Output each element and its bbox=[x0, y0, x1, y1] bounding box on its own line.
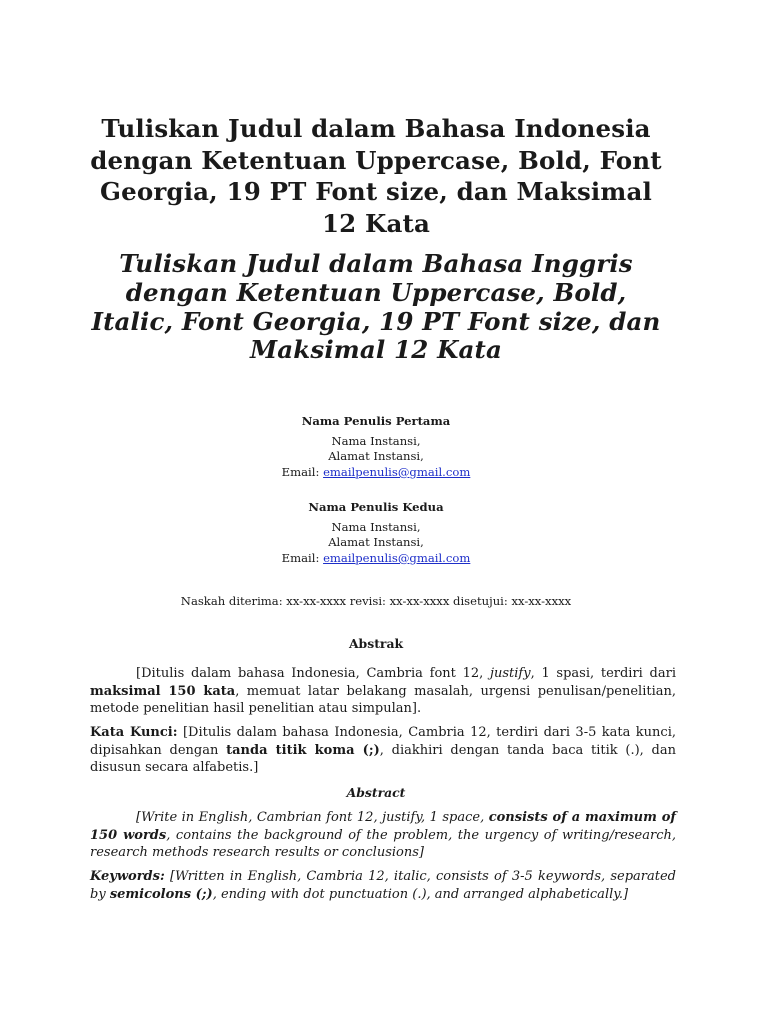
title-english: Tuliskan Judul dalam Bahasa Inggris dengan Ketentuan Uppercase, Bold, Italic, Font Georgia, 19 PT Font size, dan Maksimal 12 Kata bbox=[91, 249, 661, 365]
author-name: Nama Penulis Pertama bbox=[301, 414, 451, 428]
title-indonesian: Tuliskan Judul dalam Bahasa Indonesia dengan Ketentuan Uppercase, Bold, Font Georgia, 19 PT Font size, dan Maksimal 12 Kata bbox=[90, 114, 662, 238]
author-name: Nama Penulis Kedua bbox=[308, 500, 444, 514]
author-address: Alamat Instansi, bbox=[328, 449, 424, 464]
abstrak-heading: Abstrak bbox=[348, 636, 404, 651]
author-block-second bbox=[176, 500, 576, 566]
author-email-link[interactable]: emailpenulis@gmail.com bbox=[323, 464, 471, 479]
author-institution: Nama Instansi, bbox=[331, 433, 421, 448]
abstract-heading: Abstract bbox=[346, 785, 406, 800]
author-email-link[interactable]: emailpenulis@gmail.com bbox=[323, 550, 471, 565]
email-label: Email: bbox=[281, 550, 320, 565]
keywords-paragraph: Keywords: [Written in English, Cambria 12, italic, consists of 3-5 keywords, separated by semicolons (;), ending with dot punctuation (.), and arranged alphabetically.] bbox=[90, 869, 676, 902]
author-email-line bbox=[176, 465, 576, 481]
abstrak-body: [Ditulis dalam bahasa Indonesia, Cambria font 12, justify, 1 spasi, terdiri dari maksimal 150 kata, memuat latar belakang masalah, urgensi penulisan/penelitian, metode penelitian hasil penelitian atau simpulan]. bbox=[90, 666, 676, 717]
author-institution: Nama Instansi, bbox=[331, 519, 421, 534]
abstract-body: [Write in English, Cambrian font 12, justify, 1 space, consists of a maximum of 150 words, contains the background of the problem, the urgency of writing/research, research methods research results or conclusions] bbox=[90, 810, 676, 861]
author-block-first bbox=[176, 414, 576, 480]
author-email-line bbox=[176, 551, 576, 567]
email-label: Email: bbox=[281, 464, 320, 479]
kata-kunci-paragraph: Kata Kunci: [Ditulis dalam bahasa Indonesia, Cambria 12, terdiri dari 3-5 kata kunci, dipisahkan dengan tanda titik koma (;), diakhiri dengan tanda baca titik (.), dan disusun secara alfabetis.] bbox=[90, 725, 676, 776]
keywords-label: Keywords: bbox=[90, 869, 165, 884]
author-address: Alamat Instansi, bbox=[328, 535, 424, 550]
submission-dates: Naskah diterima: xx-xx-xxxx revisi: xx-xx-xxxx disetujui: xx-xx-xxxx bbox=[180, 594, 572, 608]
kata-kunci-label: Kata Kunci: bbox=[90, 725, 178, 740]
